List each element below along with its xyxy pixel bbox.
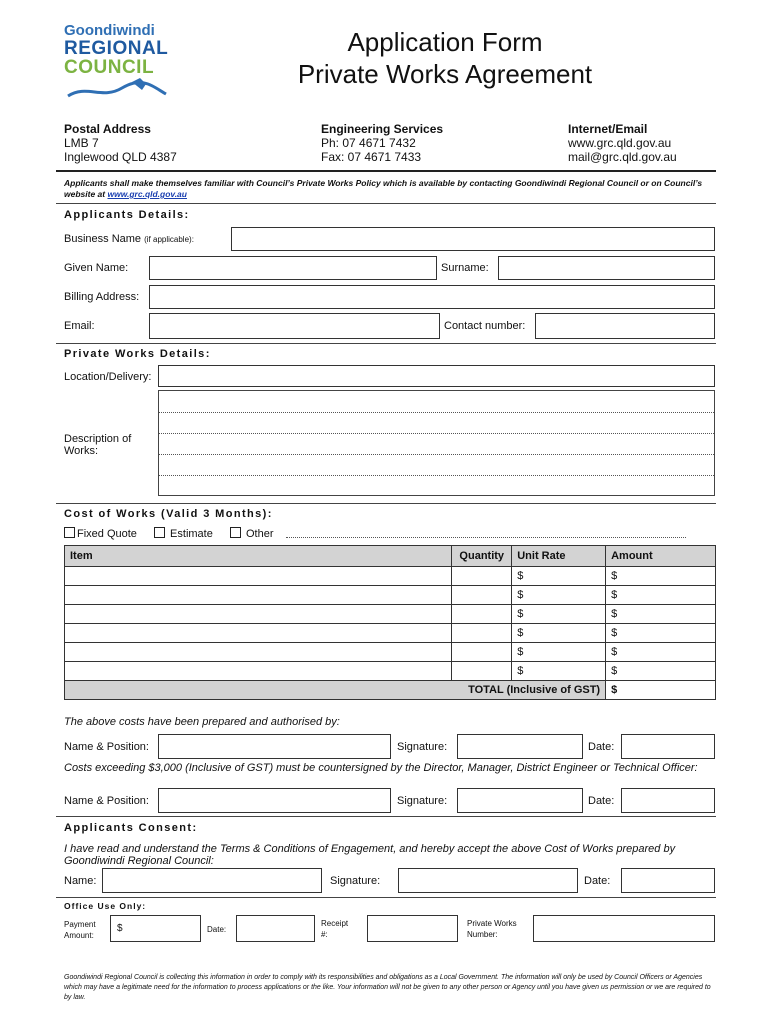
description-field[interactable] xyxy=(158,390,715,496)
table-row xyxy=(65,662,716,681)
description-line xyxy=(159,433,714,434)
works-divider xyxy=(56,503,716,504)
description-line xyxy=(159,475,714,476)
postal-heading: Postal Address xyxy=(64,122,151,136)
billing-address-label: Billing Address: xyxy=(64,291,140,303)
other-option[interactable] xyxy=(230,528,274,540)
amount-cell[interactable]: $ xyxy=(606,662,716,681)
item-cell[interactable] xyxy=(65,586,452,605)
logo-line-1: Goondiwindi xyxy=(64,22,155,39)
table-row xyxy=(65,567,716,586)
internet-email xyxy=(568,122,677,164)
email-label: Email: xyxy=(64,320,95,332)
applicants-consent-heading: Applicants Consent: xyxy=(64,822,198,834)
unit-rate-column-header: Unit Rate xyxy=(512,546,606,567)
consent-date-field[interactable] xyxy=(621,868,715,893)
countersign-date-field[interactable] xyxy=(621,788,715,813)
cost-of-works-heading: Cost of Works (Valid 3 Months): xyxy=(64,508,273,520)
policy-link[interactable]: www.grc.qld.gov.au xyxy=(107,189,187,199)
contact-number-field[interactable] xyxy=(535,313,715,339)
item-column-header: Item xyxy=(65,546,452,567)
quantity-cell[interactable] xyxy=(452,643,512,662)
consent-name-field[interactable] xyxy=(102,868,322,893)
unit-rate-cell[interactable]: $ xyxy=(512,605,606,624)
business-name-field[interactable] xyxy=(231,227,715,251)
item-cell[interactable] xyxy=(65,567,452,586)
contact-number-label: Contact number: xyxy=(444,320,526,332)
privacy-statement: Goondiwindi Regional Council is collecting this information in order to comply with its responsibilities and obligations as a Local Government. The information will only be used by Council Officers or Agencies which may have a legitimate need for the information to process applications or the like. Your information will not be given to any other person or Agency until you have given us permission or we are required to by law. xyxy=(64,974,711,1001)
river-swoosh-icon xyxy=(62,74,172,104)
email-text: mail@grc.qld.gov.au xyxy=(568,150,677,164)
consent-signature-label: Signature: xyxy=(330,875,381,887)
business-name-label xyxy=(64,233,194,245)
description-line xyxy=(159,412,714,413)
amount-cell[interactable]: $ xyxy=(606,643,716,662)
authoriser-date-field[interactable] xyxy=(621,734,715,759)
quantity-cell[interactable] xyxy=(452,662,512,681)
authoriser-name-field[interactable] xyxy=(158,734,391,759)
postal-address xyxy=(64,122,177,164)
billing-address-field[interactable] xyxy=(149,285,715,309)
engineering-fax: Fax: 07 4671 7433 xyxy=(321,150,422,164)
description-label: Description of Works: xyxy=(64,433,132,457)
location-label: Location/Delivery: xyxy=(64,371,152,383)
private-works-number-field[interactable] xyxy=(533,915,715,942)
header-divider xyxy=(56,170,716,172)
countersign-date-label: Date: xyxy=(588,795,615,807)
estimate-label: Estimate xyxy=(170,528,213,540)
payment-amount-label: Payment Amount: xyxy=(64,920,96,940)
table-row xyxy=(65,605,716,624)
office-date-label: Date: xyxy=(207,925,227,934)
business-name-note: (if applicable): xyxy=(144,235,194,244)
authorisation-divider xyxy=(56,816,716,817)
consent-divider xyxy=(56,897,716,898)
table-row xyxy=(65,624,716,643)
amount-cell[interactable]: $ xyxy=(606,605,716,624)
amount-cell[interactable]: $ xyxy=(606,567,716,586)
location-field[interactable] xyxy=(158,365,715,387)
applicants-details-heading: Applicants Details: xyxy=(64,209,190,221)
cost-table xyxy=(64,545,716,700)
unit-rate-cell[interactable]: $ xyxy=(512,662,606,681)
given-name-label: Given Name: xyxy=(64,262,129,274)
unit-rate-cell[interactable]: $ xyxy=(512,567,606,586)
table-row xyxy=(65,643,716,662)
consent-name-label: Name: xyxy=(64,875,97,887)
surname-label: Surname: xyxy=(441,262,489,274)
private-works-number-label: Private Works Number: xyxy=(467,919,517,939)
countersign-name-field[interactable] xyxy=(158,788,391,813)
total-amount-cell[interactable]: $ xyxy=(606,681,716,700)
amount-column-header: Amount xyxy=(606,546,716,567)
email-field[interactable] xyxy=(149,313,440,339)
description-line xyxy=(159,454,714,455)
office-date-field[interactable] xyxy=(236,915,315,942)
other-label: Other xyxy=(245,528,274,540)
countersign-name-position-label: Name & Position: xyxy=(64,795,149,807)
authoriser-signature-field[interactable] xyxy=(457,734,583,759)
estimate-checkbox[interactable] xyxy=(154,527,165,538)
fixed-quote-checkbox[interactable] xyxy=(64,527,75,538)
private-works-heading: Private Works Details: xyxy=(64,348,211,360)
policy-notice-text: Applicants shall make themselves familiar with Council’s Private Works Policy which is available by contacting Goondiwindi Regional Council or on Council’s website at xyxy=(64,178,703,199)
form-title xyxy=(240,26,650,90)
engineering-phone: Ph: 07 4671 7432 xyxy=(321,136,416,150)
item-cell[interactable] xyxy=(65,605,452,624)
quantity-cell[interactable] xyxy=(452,567,512,586)
other-specify-line[interactable] xyxy=(286,537,686,538)
postal-line-2: Inglewood QLD 4387 xyxy=(64,150,177,164)
engineering-services xyxy=(321,122,443,164)
quantity-cell[interactable] xyxy=(452,624,512,643)
item-cell[interactable] xyxy=(65,643,452,662)
given-name-field[interactable] xyxy=(149,256,437,280)
logo-line-2: REGIONAL xyxy=(64,38,169,59)
website-text: www.grc.qld.gov.au xyxy=(568,136,672,150)
signature-label: Signature: xyxy=(397,741,448,753)
notice-divider xyxy=(56,203,716,204)
name-position-label: Name & Position: xyxy=(64,741,149,753)
applicant-divider xyxy=(56,343,716,344)
consent-signature-field[interactable] xyxy=(398,868,578,893)
countersign-signature-field[interactable] xyxy=(457,788,583,813)
engineering-heading: Engineering Services xyxy=(321,122,444,136)
logo-line-3: COUNCIL xyxy=(64,57,155,78)
other-checkbox[interactable] xyxy=(230,527,241,538)
estimate-option[interactable] xyxy=(154,528,213,540)
date-label: Date: xyxy=(588,741,615,753)
payment-currency: $ xyxy=(117,923,123,934)
title-line-1: Application Form xyxy=(347,27,543,57)
total-label: TOTAL (Inclusive of GST) xyxy=(65,681,606,700)
prepared-by-text: The above costs have been prepared and authorised by: xyxy=(64,716,340,728)
table-row xyxy=(65,586,716,605)
cost-table-header xyxy=(65,546,716,567)
amount-cell[interactable]: $ xyxy=(606,624,716,643)
quote-type-options xyxy=(64,527,273,540)
unit-rate-cell[interactable]: $ xyxy=(512,624,606,643)
countersign-signature-label: Signature: xyxy=(397,795,448,807)
fixed-quote-label: Fixed Quote xyxy=(77,528,137,540)
quantity-cell[interactable] xyxy=(452,605,512,624)
consent-text: I have read and understand the Terms & Conditions of Engagement, and hereby accept the above Cost of Works prepared by Goondiwindi Regional Council: xyxy=(64,843,676,867)
receipt-label: Receipt #: xyxy=(321,919,349,939)
item-cell[interactable] xyxy=(65,624,452,643)
policy-notice xyxy=(64,178,716,200)
surname-field[interactable] xyxy=(498,256,715,280)
title-line-2: Private Works Agreement xyxy=(297,59,593,89)
amount-cell[interactable]: $ xyxy=(606,586,716,605)
council-logo xyxy=(62,22,172,104)
postal-line-1: LMB 7 xyxy=(64,136,99,150)
unit-rate-cell[interactable]: $ xyxy=(512,586,606,605)
quantity-cell[interactable] xyxy=(452,586,512,605)
business-name-text: Business Name xyxy=(64,233,142,245)
fixed-quote-option[interactable] xyxy=(64,528,137,540)
consent-date-label: Date: xyxy=(584,875,611,887)
countersign-text: Costs exceeding $3,000 (Inclusive of GST) must be countersigned by the Director, Manager, District Engineer or Technical Officer: xyxy=(64,762,698,774)
receipt-number-field[interactable] xyxy=(367,915,458,942)
unit-rate-cell[interactable]: $ xyxy=(512,643,606,662)
internet-heading: Internet/Email xyxy=(568,122,648,136)
payment-amount-field[interactable] xyxy=(110,915,201,942)
total-row xyxy=(65,681,716,700)
office-use-heading: Office Use Only: xyxy=(64,901,147,911)
quantity-column-header: Quantity xyxy=(452,546,512,567)
item-cell[interactable] xyxy=(65,662,452,681)
